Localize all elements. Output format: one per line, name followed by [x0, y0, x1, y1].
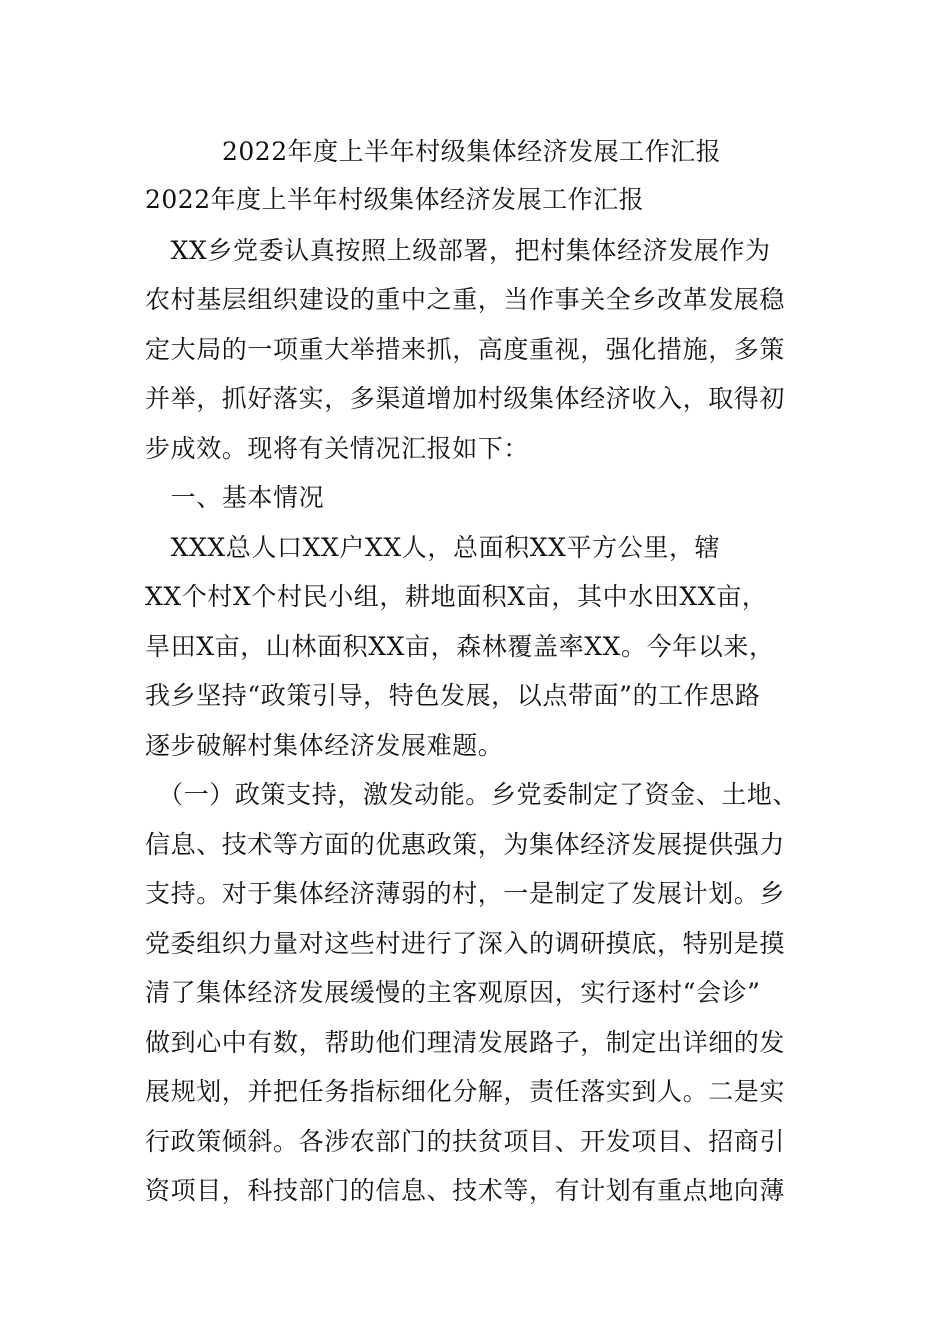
body-line: 旱田X亩，山林面积XX亩，森林覆盖率XX。今年以来，: [145, 632, 775, 661]
body-line: 行政策倾斜。各涉农部门的扶贫项目、开发项目、招商引: [145, 1127, 786, 1156]
body-line: 农村基层组织建设的重中之重，当作事关全乡改革发展稳: [145, 285, 786, 314]
body-line: 党委组织力量对这些村进行了深入的调研摸底，特别是摸: [145, 929, 786, 958]
body-line: 信息、技术等方面的优惠政策，为集体经济发展提供强力: [145, 830, 786, 859]
body-line: 资项目，科技部门的信息、技术等，有计划有重点地向薄: [145, 1176, 786, 1205]
body-line: XXX总人口XX户XX人，总面积XX平方公里，辖: [145, 533, 721, 562]
section-heading: 一、基本情况: [145, 483, 325, 512]
body-line: XX乡党委认真按照上级部署，把村集体经济发展作为: [145, 236, 771, 265]
document-title: 2022年度上半年村级集体经济发展工作汇报: [222, 137, 722, 166]
body-line: 逐步破解村集体经济发展难题。: [145, 731, 504, 760]
body-line: 定大局的一项重大举措来抓，高度重视，强化措施，多策: [145, 335, 786, 364]
body-line: 并举，抓好落实，多渠道增加村级集体经济收入，取得初: [145, 384, 786, 413]
body-line: 我乡坚持“政策引导，特色发展，以点带面”的工作思路: [145, 681, 761, 710]
body-line: 清了集体经济发展缓慢的主客观原因，实行逐村“会诊”: [145, 978, 761, 1007]
document-subtitle: 2022年度上半年村级集体经济发展工作汇报: [145, 185, 645, 214]
body-line: 步成效。现将有关情况汇报如下：: [145, 434, 530, 463]
body-line: 支持。对于集体经济薄弱的村，一是制定了发展计划。乡: [145, 879, 786, 908]
body-line: 展规划，并把任务指标细化分解，责任落实到人。二是实: [145, 1077, 786, 1106]
subsection-line: （一）政策支持，激发动能。乡党委制定了资金、土地、: [145, 780, 799, 809]
body-line: 做到心中有数，帮助他们理清发展路子，制定出详细的发: [145, 1028, 786, 1057]
body-line: XX个村X个村民小组，耕地面积X亩，其中水田XX亩，: [145, 582, 768, 611]
